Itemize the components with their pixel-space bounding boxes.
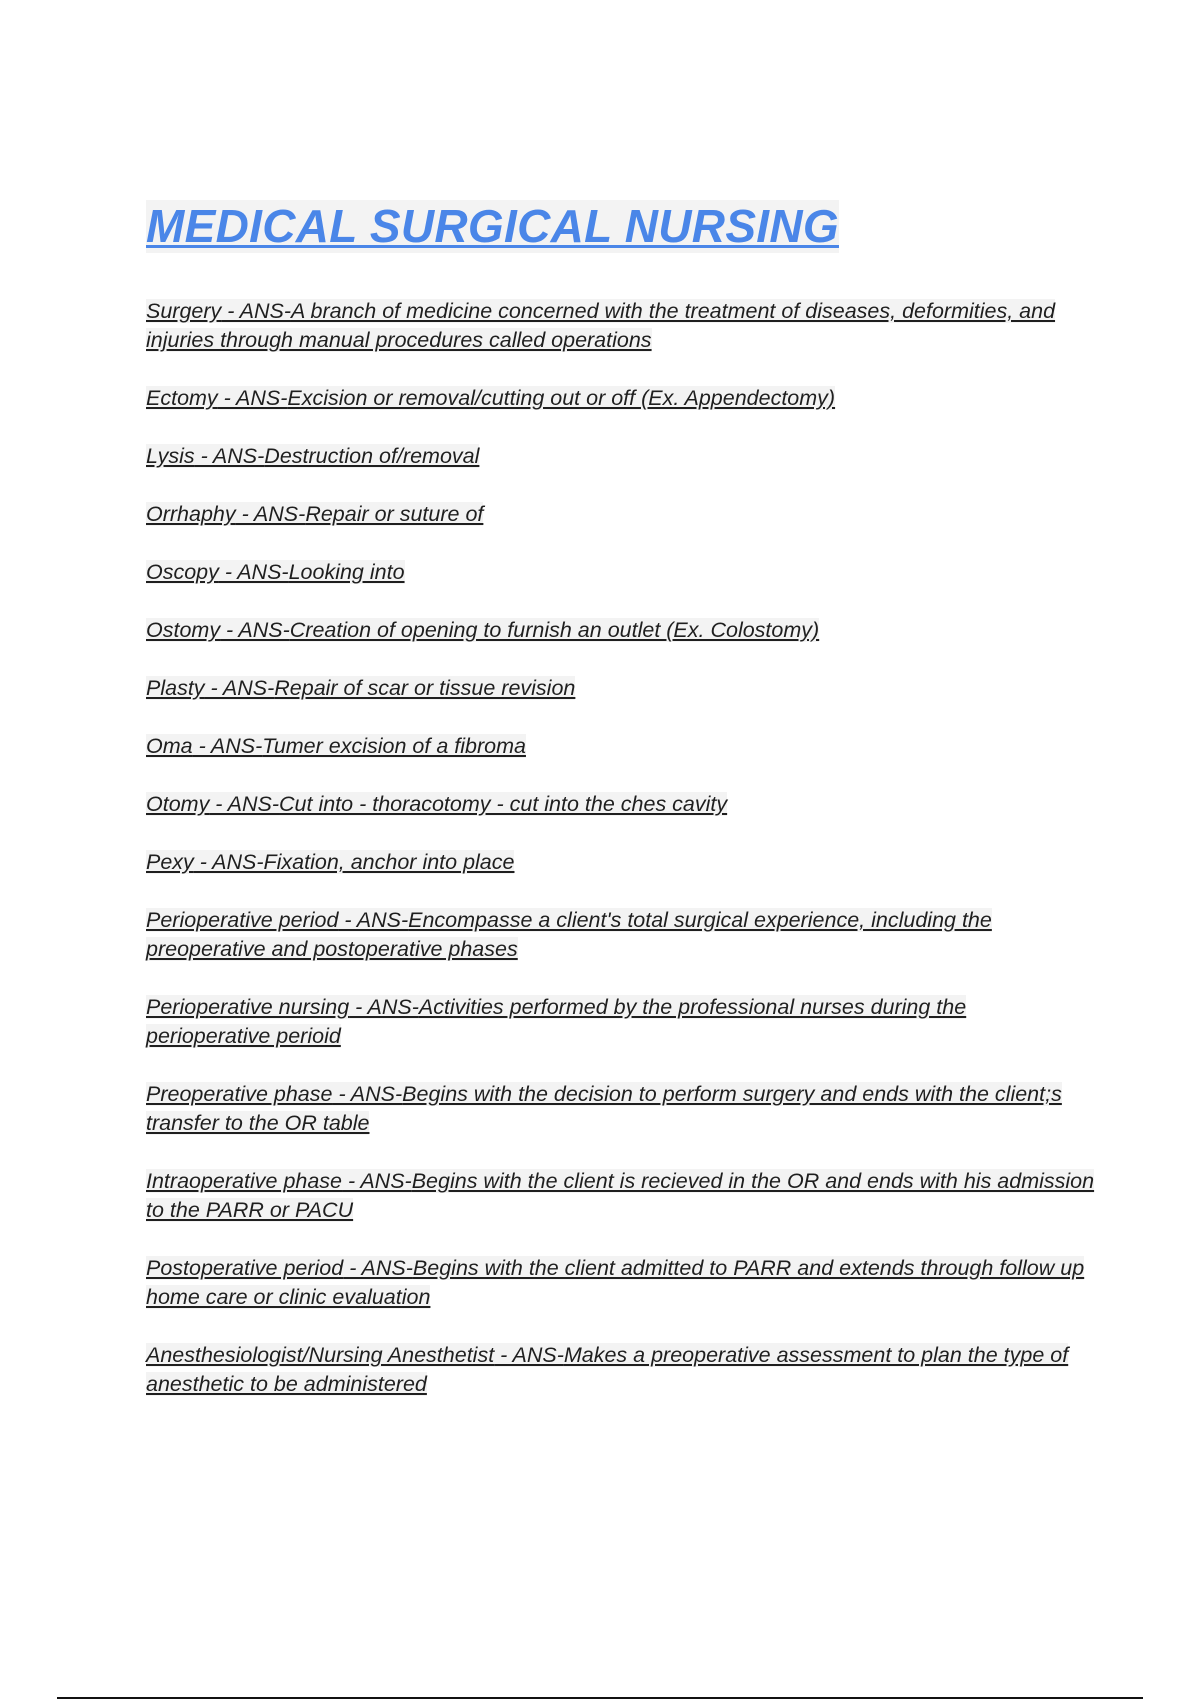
entry-answer: Begins with the client is recieved in the OR and ends with his admission to the PARR or PACU	[146, 1168, 1095, 1222]
glossary-entry: Postoperative period - ANS-Begins with the client admitted to PARR and extends through follow up home care or clinic evaluation	[146, 1255, 1085, 1309]
entry-term: Pexy	[146, 849, 194, 874]
glossary-entry: Orrhaphy - ANS-Repair or suture of	[146, 501, 484, 526]
entry-term: Ectomy	[146, 385, 218, 410]
entry-answer: Begins with the client admitted to PARR and extends through follow up home care or clinic evaluation	[146, 1255, 1085, 1309]
entry-answer: Looking into	[288, 559, 405, 584]
glossary-entry: Surgery - ANS-A branch of medicine concerned with the treatment of diseases, deformities, and injuries through manual procedures called operations	[146, 298, 1056, 352]
glossary-entry: Anesthesiologist/Nursing Anesthetist - ANS-Makes a preoperative assessment to plan the type of anesthetic to be administered	[146, 1342, 1069, 1396]
entry-term: Intraoperative phase	[146, 1168, 343, 1193]
entry-answer: Makes a preoperative assessment to plan the type of anesthetic to be administered	[146, 1342, 1069, 1396]
entry-term: Preoperative phase	[146, 1081, 333, 1106]
entry-term: Perioperative nursing	[146, 994, 350, 1019]
entry-answer: Encompasse a client's total surgical experience, including the preoperative and postoperative phases	[146, 907, 992, 961]
glossary-entry: Oscopy - ANS-Looking into	[146, 559, 405, 584]
glossary-entry: Ectomy - ANS-Excision or removal/cutting out or off (Ex. Appendectomy)	[146, 385, 836, 410]
entry-answer: Creation of opening to furnish an outlet (Ex. Colostomy)	[289, 617, 820, 642]
entry-term: Ostomy	[146, 617, 221, 642]
entry-term: Otomy	[146, 791, 210, 816]
page-content	[146, 200, 1096, 1428]
entry-answer: A branch of medicine concerned with the treatment of diseases, deformities, and injuries through manual procedures called operations	[146, 298, 1056, 352]
entry-term: Perioperative period	[146, 907, 339, 932]
entry-answer: Repair or suture of	[305, 501, 484, 526]
entry-answer: Excision or removal/cutting out or off (Ex. Appendectomy)	[287, 385, 836, 410]
glossary-entry: Otomy - ANS-Cut into - thoracotomy - cut into the ches cavity	[146, 791, 728, 816]
entry-term: Lysis	[146, 443, 195, 468]
glossary-entry: Preoperative phase - ANS-Begins with the decision to perform surgery and ends with the client;s transfer to the OR table	[146, 1081, 1062, 1135]
footer-divider	[57, 1697, 1143, 1699]
glossary-entry: Lysis - ANS-Destruction of/removal	[146, 443, 480, 468]
entry-answer: Cut into - thoracotomy - cut into the ches cavity	[279, 791, 728, 816]
glossary-list	[146, 297, 1096, 1399]
glossary-entry: Perioperative period - ANS-Encompasse a client's total surgical experience, including the preoperative and postoperative phases	[146, 907, 992, 961]
entry-answer: Activities performed by the professional nurses during the perioperative perioid	[146, 994, 967, 1048]
glossary-entry: Perioperative nursing - ANS-Activities performed by the professional nurses during the perioperative perioid	[146, 994, 967, 1048]
entry-term: Surgery	[146, 298, 222, 323]
glossary-entry: Ostomy - ANS-Creation of opening to furnish an outlet (Ex. Colostomy)	[146, 617, 820, 642]
glossary-entry: Oma - ANS-Tumer excision of a fibroma	[146, 733, 526, 758]
glossary-entry: Plasty - ANS-Repair of scar or tissue revision	[146, 675, 576, 700]
entry-answer: Tumer excision of a fibroma	[262, 733, 526, 758]
entry-term: Plasty	[146, 675, 205, 700]
entry-answer: Begins with the decision to perform surgery and ends with the client;s transfer to the OR table	[146, 1081, 1062, 1135]
page-title: MEDICAL SURGICAL NURSING	[146, 200, 839, 252]
entry-term: Anesthesiologist/Nursing Anesthetist	[146, 1342, 495, 1367]
entry-term: Postoperative period	[146, 1255, 344, 1280]
glossary-entry: Intraoperative phase - ANS-Begins with the client is recieved in the OR and ends with his admission to the PARR or PACU	[146, 1168, 1095, 1222]
entry-answer: Repair of scar or tissue revision	[274, 675, 576, 700]
entry-answer: Destruction of/removal	[264, 443, 480, 468]
entry-term: Orrhaphy	[146, 501, 236, 526]
glossary-entry: Pexy - ANS-Fixation, anchor into place	[146, 849, 515, 874]
entry-term: Oscopy	[146, 559, 219, 584]
entry-answer: Fixation, anchor into place	[263, 849, 515, 874]
entry-term: Oma	[146, 733, 193, 758]
